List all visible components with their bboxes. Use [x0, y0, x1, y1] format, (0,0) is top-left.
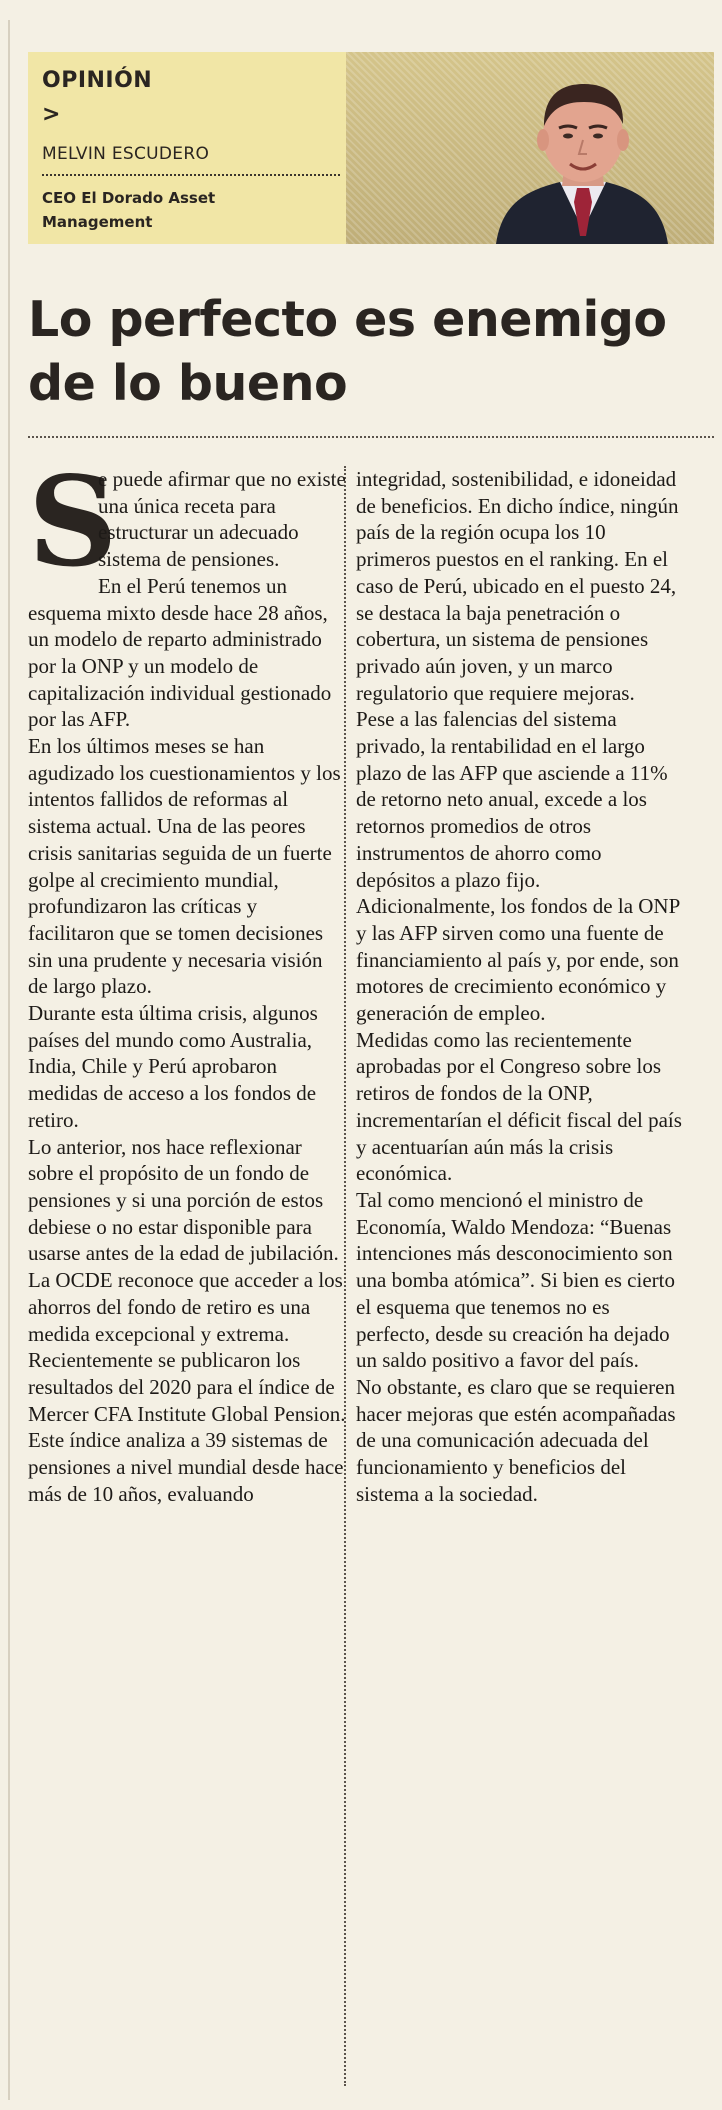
- paragraph: Medidas como las recientemente aprobadas por el Congreso sobre los retiros de fondos de la ONP, incrementarían el déficit fiscal del país y acentuarían aún más la crisis económica.: [356, 1027, 682, 1186]
- article-column-right: [356, 466, 682, 1507]
- paragraph: Pese a las falencias del sistema privado, la rentabilidad en el largo plazo de las AFP que asciende a 11% de retorno neto anual, excede a los retornos promedios de otros instrumentos de ahorro como depósitos a plazo fijo.: [356, 707, 668, 892]
- author-role: CEO El Dorado Asset Management: [42, 189, 216, 231]
- headline-divider: [28, 436, 714, 438]
- drop-cap: S: [28, 450, 118, 595]
- paragraph: Tal como mencionó el ministro de Economía, Waldo Mendoza: “Buenas intenciones más desconocimiento son una bomba atómica”. Si bien es cierto el esquema que tenemos no es perfecto, desde su creación ha dejado un saldo positivo a favor del país.: [356, 1187, 675, 1373]
- paragraph: Adicionalmente, los fondos de la ONP y las AFP sirven como una fuente de financiamiento al país y, por ende, son motores de crecimiento económico y generación de empleo.: [356, 894, 680, 1026]
- article-headline: Lo perfecto es enemigo de lo bueno: [28, 291, 667, 412]
- paragraph: En los últimos meses se han agudizado los cuestionamientos y los intentos fallidos de reformas al sistema actual. Una de las peores crisis sanitarias seguida de un fuerte golpe al crecimiento mundial, profundizaron las críticas y facilitaron que se tomen decisiones sin una prudente y necesaria visión de largo plazo.: [28, 734, 341, 999]
- chevron-right-icon: >: [42, 102, 61, 127]
- paragraph: e puede afirmar que no existe una única receta para estructurar un adecuado sistema de pensiones.: [98, 467, 346, 572]
- article-column-left: [28, 450, 346, 1507]
- paragraph: integridad, sostenibilidad, e idoneidad de beneficios. En dicho índice, ningún país de la región ocupa los 10 primeros puestos en el ranking. En el caso de Perú, ubicado en el puesto 24, se destaca la baja penetración o cobertura, un sistema de pensiones privado aún joven, y un marco regulatorio que requiere mejoras.: [356, 467, 679, 705]
- author-name: MELVIN ESCUDERO: [42, 144, 210, 164]
- author-portrait-icon: [346, 52, 714, 244]
- paragraph: Lo anterior, nos hace reflexionar sobre el propósito de un fondo de pensiones y si una porción de estos debiese o no estar disponible para usarse antes de la edad de jubilación. La OCDE reconoce que acceder a los ahorros del fondo de retiro es una medida excepcional y extrema.: [28, 1134, 343, 1346]
- section-label: OPINIÓN: [42, 68, 153, 93]
- paragraph: Durante esta última crisis, algunos países del mundo como Australia, India, Chile y Perú aprobaron medidas de acceso a los fondos de retiro.: [28, 1001, 318, 1132]
- author-photo: [346, 52, 714, 244]
- paragraph: En el Perú tenemos un esquema mixto desde hace 28 años, un modelo de reparto administrado por la ONP y un modelo de capitalización individual gestionado por las AFP.: [28, 573, 332, 732]
- paragraph: Recientemente se publicaron los resultados del 2020 para el índice de Mercer CFA Institute Global Pension. Este índice analiza a 39 sistemas de pensiones a nivel mundial desde hace más de 10 años, evaluando: [28, 1348, 346, 1506]
- opinion-header: [28, 52, 714, 244]
- page-edge-line: [8, 20, 10, 2100]
- dotted-divider: [42, 174, 340, 176]
- paragraph: No obstante, es claro que se requieren hacer mejoras que estén acompañadas de una comunicación adecuada del funcionamiento y beneficios del sistema a la sociedad.: [356, 1374, 676, 1506]
